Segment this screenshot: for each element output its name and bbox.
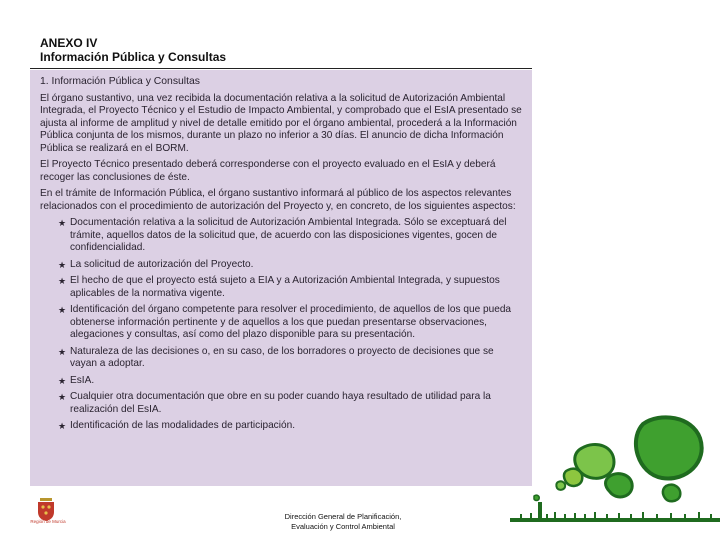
star-bullet-icon: ★ — [58, 305, 67, 315]
annex-title: ANEXO IV — [40, 36, 98, 50]
star-bullet-icon: ★ — [58, 392, 67, 402]
list-item-text: El hecho de que el proyecto está sujeto a EIA y a Autorización Ambiental Integrada, y supuestos aplicables de la normativa vigente. — [70, 275, 500, 299]
slide-header — [40, 36, 226, 64]
star-bullet-icon: ★ — [58, 375, 67, 386]
footer-line-2: Evaluación y Control Ambiental — [291, 521, 395, 531]
list-item-text: Identificación de las modalidades de participación. — [70, 420, 296, 431]
star-bullet-icon: ★ — [58, 218, 67, 228]
list-item — [60, 346, 522, 371]
section-title: 1. Información Pública y Consultas — [40, 76, 200, 87]
list-item — [60, 259, 522, 272]
list-item — [60, 391, 522, 416]
list-item-text: Identificación del órgano competente para resolver el procedimiento, de aquellos de los que pueda obtenerse información pertinente y de aquellos a los que puedan presentarse observaciones, alegaciones y consultas, así como del plazo disponible para su presentación. — [70, 304, 512, 340]
list-item-text: La solicitud de autorización del Proyecto. — [70, 258, 254, 270]
list-item-text: Documentación relativa a la solicitud de Autorización Ambiental Integrada. Sólo se exceptuará del trámite, aquellos datos de la solicitud que, de acuerdo con las disposiciones vigentes, gocen de confidencialidad. — [70, 217, 507, 253]
list-item-text: Naturaleza de las decisiones o, en su caso, de los borradores o proyecto de decisiones que se vayan a adoptar. — [70, 345, 494, 369]
list-item — [60, 420, 522, 433]
star-bullet-icon: ★ — [58, 259, 67, 270]
content-panel — [30, 70, 532, 486]
list-item — [60, 304, 522, 342]
footer-department — [258, 512, 428, 531]
star-bullet-icon: ★ — [58, 276, 67, 286]
green-landscape-decoration — [510, 410, 720, 540]
annex-subtitle: Información Pública y Consultas — [40, 50, 227, 64]
list-item — [60, 375, 522, 388]
crest-caption: Región de Murcia — [30, 519, 66, 524]
paragraph-procedure: El órgano sustantivo, una vez recibida la documentación relativa a la solicitud de Autorización Ambiental Integrada, el Proyecto Técnico y el Estudio de Impacto Ambiental, y comprobado que el EsIA presentado se ajusta al informe de amplitud y nivel de detalle emitido por el órgano ambiental, procederá a la Información Pública conjunta de los mismos, durante un plazo no inferior a 30 días. El anuncio de dicha Información Pública se realizará en el BORM. — [40, 92, 522, 154]
star-bullet-icon: ★ — [58, 346, 67, 357]
footer-line-1: Dirección General de Planificación, — [284, 512, 402, 521]
list-item-text: EsIA. — [70, 374, 95, 386]
aspects-list — [40, 217, 522, 433]
list-item — [60, 217, 522, 255]
star-bullet-icon: ★ — [58, 421, 67, 431]
paragraph-technical-project: El Proyecto Técnico presentado deberá corresponderse con el proyecto evaluado en el EsIA y deberá recoger las conclusiones de éste. — [40, 159, 496, 183]
list-item-text: Cualquier otra documentación que obre en su poder cuando haya resultado de utilidad para la realización del EsIA. — [70, 391, 491, 415]
header-divider — [30, 68, 532, 69]
paragraph-public-information: En el trámite de Información Pública, el órgano sustantivo informará al público de los aspectos relevantes relacionados con el procedimiento de autorización del Proyecto y, en concreto, de los siguientes aspectos: — [40, 188, 516, 212]
region-crest-icon — [24, 486, 68, 532]
list-item — [60, 275, 522, 300]
